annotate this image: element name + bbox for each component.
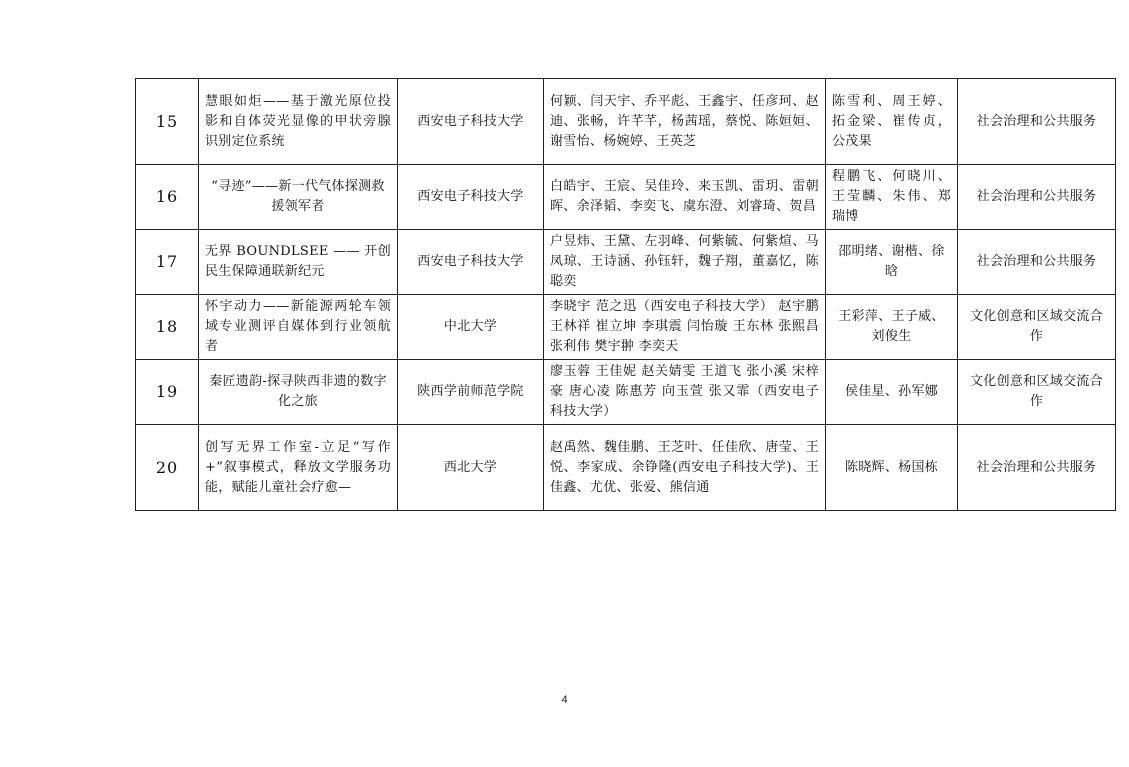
row-number: 18	[136, 295, 199, 360]
table-row	[136, 295, 1116, 360]
project-name: 秦匠遗韵-探寻陕西非遗的数字化之旅	[199, 360, 398, 425]
table-row	[136, 79, 1116, 165]
project-name: 无界 BOUNDLSEE —— 开创民生保障通联新纪元	[199, 230, 398, 295]
row-number: 17	[136, 230, 199, 295]
project-name: “寻迹”——新一代气体探测救援领军者	[199, 165, 398, 230]
table-row	[136, 165, 1116, 230]
category: 社会治理和公共服务	[958, 79, 1116, 165]
team-members: 何颖、闫天宇、乔平彪、王鑫宇、任彦珂、赵迪、张畅，许芊芊，杨茜瑶，蔡悦、陈姮姮、谢雪怡、杨婉婷、王英芝	[544, 79, 826, 165]
page-number: 4	[561, 694, 568, 706]
table-row	[136, 230, 1116, 295]
team-members: 白皓宇、王宸、吴佳玲、来玉凯、雷玥、雷朝晖、余泽韬、李奕飞、虞东澄、刘睿琦、贺昌	[544, 165, 826, 230]
category: 社会治理和公共服务	[958, 165, 1116, 230]
award-table	[135, 78, 1116, 511]
school-name: 陕西学前师范学院	[398, 360, 544, 425]
category: 文化创意和区域交流合作	[958, 295, 1116, 360]
school-name: 西安电子科技大学	[398, 79, 544, 165]
row-number: 15	[136, 79, 199, 165]
advisors: 程鹏飞、何晓川、王莹麟、朱伟、郑瑞博	[826, 165, 958, 230]
category: 文化创意和区域交流合作	[958, 360, 1116, 425]
row-number: 19	[136, 360, 199, 425]
school-name: 西安电子科技大学	[398, 165, 544, 230]
advisors: 陈晓辉、杨国栋	[826, 425, 958, 511]
team-members: 李晓宇 范之迅（西安电子科技大学） 赵宇鹏 王林祥 崔立坤 李琪震 闫怡璇 王东林 张熙昌 张利伟 樊宇翀 李奕天	[544, 295, 826, 360]
school-name: 西北大学	[398, 425, 544, 511]
project-name: 慧眼如炬——基于激光原位投影和自体荧光显像的甲状旁腺识别定位系统	[199, 79, 398, 165]
category: 社会治理和公共服务	[958, 230, 1116, 295]
table-row	[136, 360, 1116, 425]
school-name: 中北大学	[398, 295, 544, 360]
table-row	[136, 425, 1116, 511]
school-name: 西安电子科技大学	[398, 230, 544, 295]
advisors: 邵明绪、谢楷、徐晗	[826, 230, 958, 295]
category: 社会治理和公共服务	[958, 425, 1116, 511]
row-number: 16	[136, 165, 199, 230]
team-members: 赵禹然、魏佳鹏、王芝叶、任佳欣、唐莹、王悦、李家成、余铮隆(西安电子科技大学)、王佳鑫、尤优、张爱、熊信通	[544, 425, 826, 511]
advisors: 侯佳星、孙军娜	[826, 360, 958, 425]
project-name: 创写无界工作室-立足“写作+”叙事模式，释放文学服务功能，赋能儿童社会疗愈—	[199, 425, 398, 511]
advisors: 陈雪利、周王婷、拓金梁、崔传贞，公茂果	[826, 79, 958, 165]
row-number: 20	[136, 425, 199, 511]
team-members: 廖玉蓉 王佳妮 赵关婧雯 王道飞 张小溪 宋梓豪 唐心凌 陈惠芳 向玉萱 张又霏（西安电子科技大学）	[544, 360, 826, 425]
project-name: 怀宇动力——新能源两轮车领域专业测评自媒体到行业领航者	[199, 295, 398, 360]
team-members: 户昱炜、王黛、左羽峰、何紫毓、何紫煊、马凤琼、王诗涵、孙钰轩，魏子翔，董嘉忆，陈聪奕	[544, 230, 826, 295]
advisors: 王彩萍、王子威、刘俊生	[826, 295, 958, 360]
